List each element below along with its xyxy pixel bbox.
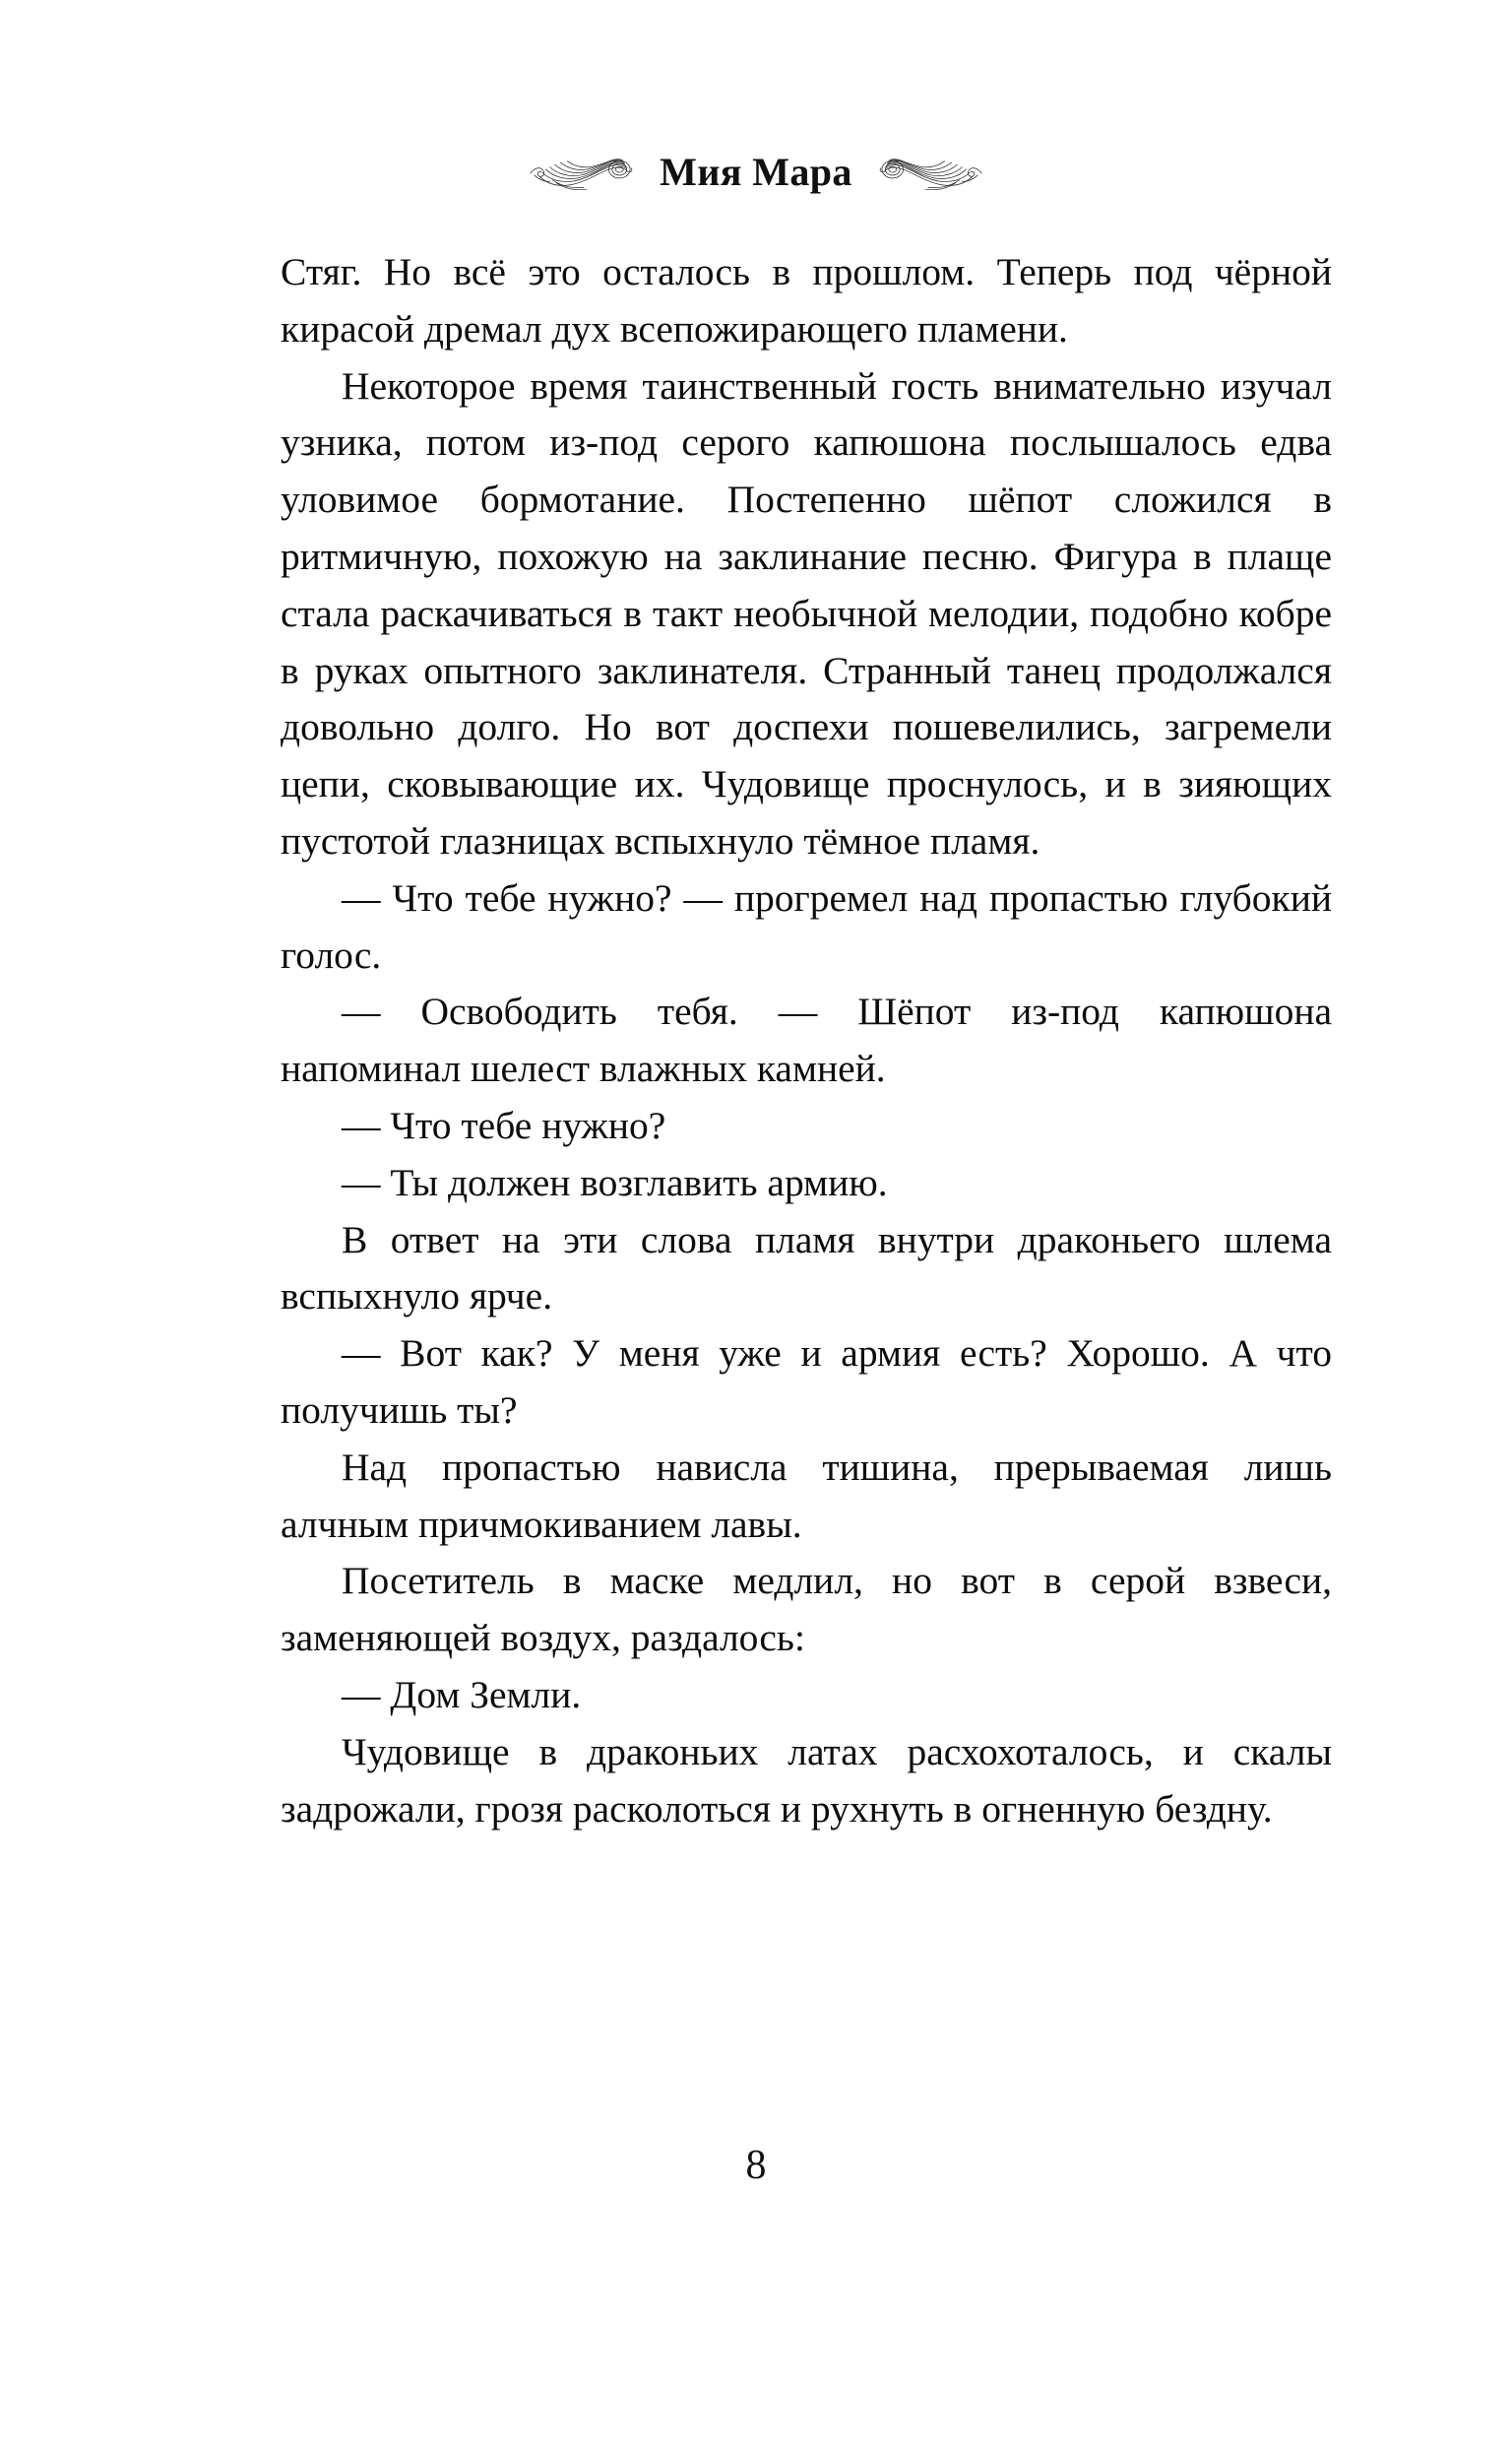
paragraph: Некоторое время таинственный гость внимательно изучал узника, потом из-под серого капюшона послышалось едва уловимое бормотание. Постепенно шёпот сложился в ритмичную, похожую на заклинание песню. Фигура в плаще стала раскачиваться в такт необычной мелодии, подобно кобре в руках опытного заклинателя. Странный танец продолжался довольно долго. Но вот доспехи пошевелились, загремели цепи, сковывающие их. Чудовище проснулось, и в зияющих пустотой глазницах вспыхнуло тёмное пламя. [281, 363, 1332, 863]
wave-flourish-ornament-left [528, 148, 634, 197]
paragraph: Посетитель в маске медлил, но вот в серой взвеси, заменяющей воздух, раздалось: [281, 1559, 1332, 1660]
paragraph: — Что тебе нужно? — прогремел над пропастью глубокий голос. [281, 875, 1332, 977]
wave-flourish-ornament-right [878, 148, 984, 197]
running-head [0, 138, 1512, 207]
running-head-title: Мия Мара [660, 150, 852, 194]
paragraph: — Освободить тебя. — Шёпот из-под капюшона напоминал шелест влажных камней. [281, 990, 1332, 1091]
paragraph: В ответ на эти слова пламя внутри драконьего шлема вспыхнуло ярче. [281, 1217, 1332, 1318]
paragraph: — Дом Земли. [342, 1672, 582, 1716]
paragraph: — Что тебе нужно? [342, 1103, 666, 1147]
paragraph: Чудовище в драконьих латах расхохоталось, и скалы задрожали, грозя расколоться и рухнуть в огненную бездну. [281, 1729, 1332, 1831]
paragraph: Над пропастью нависла тишина, прерываемая лишь алчным причмокиванием лавы. [281, 1445, 1332, 1546]
paragraph: — Ты должен возглавить армию. [342, 1160, 888, 1204]
page-number: 8 [745, 2143, 767, 2188]
paragraph: Стяг. Но всё это осталось в прошлом. Теперь под чёрной кирасой дремал дух всепожирающего пламени. [281, 250, 1332, 351]
paragraph: — Вот как? У меня уже и армия есть? Хорошо. А что получишь ты? [281, 1331, 1332, 1432]
body-text [281, 244, 1332, 1837]
